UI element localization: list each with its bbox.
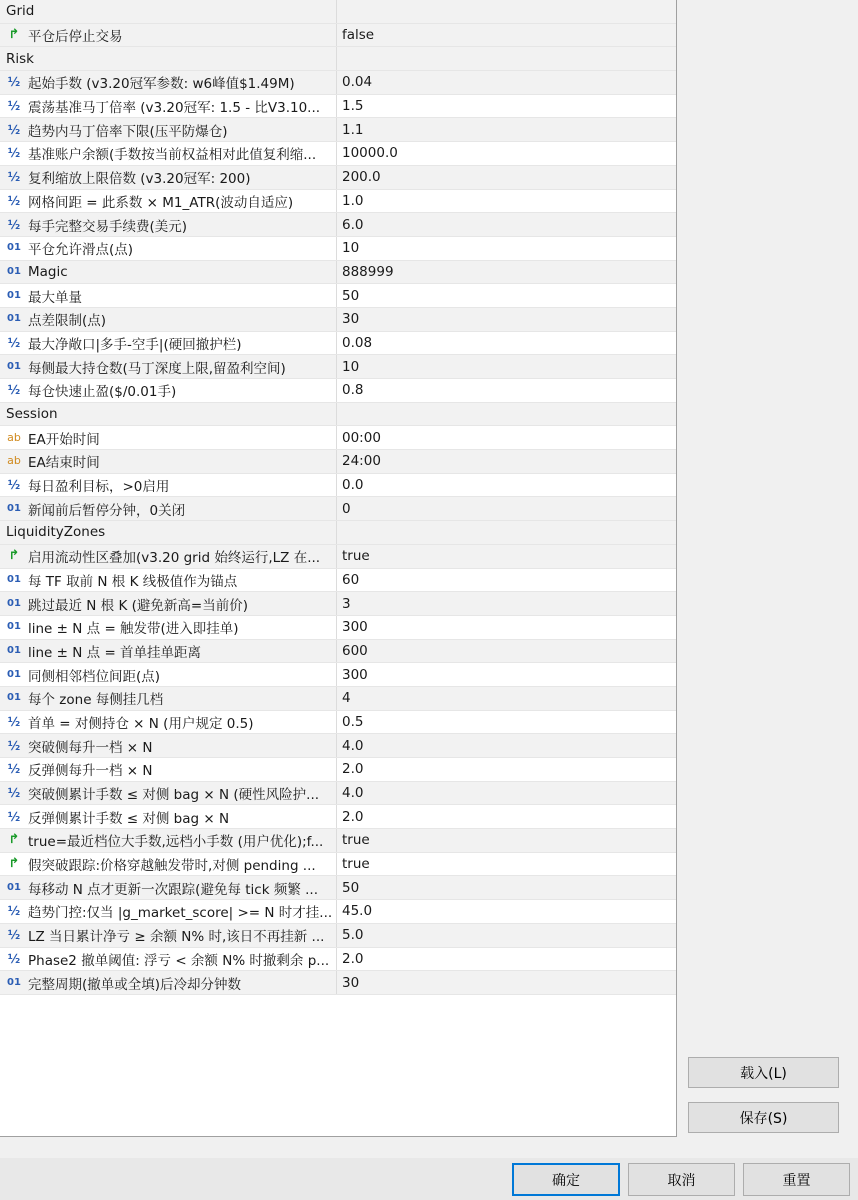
parameter-name: 复利缩放上限倍数 (v3.20冠军: 200) xyxy=(28,171,251,188)
parameter-row[interactable] xyxy=(0,450,676,474)
parameter-row[interactable] xyxy=(0,805,676,829)
parameter-name: 网格间距 = 此系数 × M1_ATR(波动自适应) xyxy=(28,194,294,211)
parameter-value[interactable]: true xyxy=(342,548,370,565)
string-icon: ab xyxy=(7,430,21,444)
parameter-name-cell xyxy=(0,616,337,639)
double-icon: ½ xyxy=(7,75,21,90)
parameter-value[interactable]: 1.1 xyxy=(342,121,364,138)
parameter-name-cell xyxy=(0,95,337,118)
parameter-name-cell xyxy=(0,805,337,828)
parameter-name: LZ 当日累计净亏 ≥ 余额 N% 时,该日不再挂新 ... xyxy=(28,929,325,946)
parameter-name-cell xyxy=(0,379,337,402)
parameter-name: Magic xyxy=(28,263,68,280)
section-header xyxy=(0,0,676,24)
parameter-value[interactable]: 10 xyxy=(342,240,360,257)
parameter-row[interactable] xyxy=(0,569,676,593)
parameter-name-cell xyxy=(0,711,337,734)
parameter-name: 每手完整交易手续费(美元) xyxy=(28,218,188,235)
parameter-value[interactable]: 3 xyxy=(342,595,351,612)
bool-icon: ↱ xyxy=(8,27,20,43)
load-button[interactable]: 载入(L) xyxy=(688,1057,839,1088)
parameter-name: 点差限制(点) xyxy=(28,313,107,330)
parameter-row[interactable] xyxy=(0,640,676,664)
parameter-name-cell xyxy=(0,829,337,852)
parameter-name: 最大单量 xyxy=(28,289,82,306)
parameter-value[interactable]: 2.0 xyxy=(342,808,364,825)
integer-icon: 01 xyxy=(7,668,21,680)
parameter-row[interactable] xyxy=(0,900,676,924)
double-icon: ½ xyxy=(7,193,21,208)
parameter-value[interactable]: true xyxy=(342,856,370,873)
integer-icon: 01 xyxy=(7,502,21,514)
double-icon: ½ xyxy=(7,762,21,777)
string-icon: ab xyxy=(7,454,21,468)
double-icon: ½ xyxy=(7,904,21,919)
parameter-name: Phase2 撤单阈值: 浮亏 < 余额 N% 时撤剩余 p... xyxy=(28,952,330,969)
parameter-value xyxy=(337,0,676,23)
parameter-row[interactable] xyxy=(0,782,676,806)
parameter-row[interactable] xyxy=(0,592,676,616)
integer-icon: 01 xyxy=(7,573,21,585)
parameter-value[interactable]: 5.0 xyxy=(342,927,364,944)
parameter-name-cell xyxy=(0,663,337,686)
parameter-name: 突破侧每升一档 × N xyxy=(28,739,153,756)
parameter-value[interactable]: 24:00 xyxy=(342,453,381,470)
parameter-value[interactable]: 888999 xyxy=(342,263,394,280)
section-title: LiquidityZones xyxy=(6,524,106,541)
parameter-name-cell xyxy=(0,0,337,23)
parameter-name-cell xyxy=(0,734,337,757)
double-icon: ½ xyxy=(7,122,21,137)
parameter-row[interactable] xyxy=(0,379,676,403)
reset-button[interactable]: 重置 xyxy=(743,1163,850,1196)
parameter-name-cell xyxy=(0,971,337,994)
parameter-name: EA开始时间 xyxy=(28,431,100,448)
double-icon: ½ xyxy=(7,809,21,824)
bool-icon: ↱ xyxy=(8,832,20,848)
parameter-name: 每日盈利目标，>0启用 xyxy=(28,479,170,496)
parameter-value[interactable]: 4 xyxy=(342,690,351,707)
parameter-name-cell xyxy=(0,118,337,141)
parameter-name-cell xyxy=(0,924,337,947)
parameter-row[interactable] xyxy=(0,876,676,900)
double-icon: ½ xyxy=(7,738,21,753)
parameter-name-cell xyxy=(0,237,337,260)
parameter-row[interactable] xyxy=(0,758,676,782)
parameter-name-cell xyxy=(0,687,337,710)
parameter-name: 平仓允许滑点(点) xyxy=(28,242,134,259)
parameter-value[interactable]: 50 xyxy=(342,287,360,304)
parameter-value[interactable]: 60 xyxy=(342,571,360,588)
save-button[interactable]: 保存(S) xyxy=(688,1102,839,1133)
ok-button[interactable]: 确定 xyxy=(512,1163,620,1196)
parameter-name-cell xyxy=(0,332,337,355)
parameter-name: 反弹侧累计手数 ≤ 对侧 bag × N xyxy=(28,810,230,827)
parameter-name-cell xyxy=(0,592,337,615)
parameter-row[interactable] xyxy=(0,261,676,285)
parameter-row[interactable] xyxy=(0,924,676,948)
parameter-value xyxy=(337,521,676,544)
parameter-row[interactable] xyxy=(0,545,676,569)
double-icon: ½ xyxy=(7,951,21,966)
parameter-row[interactable] xyxy=(0,166,676,190)
double-icon: ½ xyxy=(7,714,21,729)
integer-icon: 01 xyxy=(7,976,21,988)
parameter-name: EA结束时间 xyxy=(28,455,100,472)
parameter-value[interactable]: 4.0 xyxy=(342,785,364,802)
parameter-row[interactable] xyxy=(0,829,676,853)
double-icon: ½ xyxy=(7,99,21,114)
parameter-name: 最大净敞口|多手-空手|(硬回撤护栏) xyxy=(28,336,242,353)
parameter-value[interactable]: 30 xyxy=(342,974,360,991)
section-header xyxy=(0,403,676,427)
parameter-value[interactable]: 0.04 xyxy=(342,74,373,91)
integer-icon: 01 xyxy=(7,242,21,254)
parameter-value[interactable]: 00:00 xyxy=(342,429,381,446)
parameter-name: 每个 zone 每侧挂几档 xyxy=(28,692,164,709)
parameter-value[interactable]: 0.5 xyxy=(342,713,364,730)
parameter-name-cell xyxy=(0,355,337,378)
parameter-name-cell xyxy=(0,166,337,189)
double-icon: ½ xyxy=(7,217,21,232)
parameter-value[interactable]: 1.0 xyxy=(342,192,364,209)
parameter-name-cell xyxy=(0,284,337,307)
parameter-name-cell xyxy=(0,142,337,165)
parameter-name-cell xyxy=(0,190,337,213)
integer-icon: 01 xyxy=(7,621,21,633)
parameter-name: 每仓快速止盈($/0.01手) xyxy=(28,384,177,401)
parameter-row[interactable] xyxy=(0,142,676,166)
parameter-name-cell xyxy=(0,213,337,236)
parameter-row[interactable] xyxy=(0,474,676,498)
parameter-row[interactable] xyxy=(0,687,676,711)
section-header xyxy=(0,521,676,545)
parameter-row[interactable] xyxy=(0,853,676,877)
parameter-value[interactable]: 4.0 xyxy=(342,737,364,754)
parameter-value[interactable]: 300 xyxy=(342,619,368,636)
parameter-row[interactable] xyxy=(0,734,676,758)
parameter-row[interactable] xyxy=(0,497,676,521)
section-title: Grid xyxy=(6,3,35,20)
section-title: Session xyxy=(6,406,58,423)
parameter-value[interactable]: 6.0 xyxy=(342,216,364,233)
integer-icon: 01 xyxy=(7,313,21,325)
parameter-name-cell xyxy=(0,261,337,284)
parameter-value[interactable]: false xyxy=(342,27,375,44)
integer-icon: 01 xyxy=(7,644,21,656)
double-icon: ½ xyxy=(7,928,21,943)
parameter-row[interactable] xyxy=(0,971,676,995)
integer-icon: 01 xyxy=(7,360,21,372)
parameter-name: 同侧相邻档位间距(点) xyxy=(28,668,161,685)
parameter-value[interactable]: 50 xyxy=(342,879,360,896)
parameter-name-cell xyxy=(0,948,337,971)
parameter-name: 趋势门控:仅当 |g_market_score| >= N 时才挂... xyxy=(28,905,333,922)
parameter-name: 反弹侧每升一档 × N xyxy=(28,763,153,780)
parameter-name-cell xyxy=(0,403,337,426)
parameter-name: 启用流动性区叠加(v3.20 grid 始终运行,LZ 在... xyxy=(28,550,321,567)
parameter-name: 首单 = 对侧持仓 × N (用户规定 0.5) xyxy=(28,715,254,732)
parameter-name: 完整周期(撤单或全填)后冷却分钟数 xyxy=(28,976,242,993)
integer-icon: 01 xyxy=(7,881,21,893)
double-icon: ½ xyxy=(7,786,21,801)
parameter-name-cell xyxy=(0,569,337,592)
parameter-row[interactable] xyxy=(0,355,676,379)
integer-icon: 01 xyxy=(7,289,21,301)
parameter-row[interactable] xyxy=(0,237,676,261)
parameter-name: 基准账户余额(手数按当前权益相对此值复利缩... xyxy=(28,147,317,164)
integer-icon: 01 xyxy=(7,597,21,609)
parameter-value[interactable]: 30 xyxy=(342,311,360,328)
double-icon: ½ xyxy=(7,335,21,350)
parameter-row[interactable] xyxy=(0,95,676,119)
parameter-name: 每 TF 取前 N 根 K 线极值作为锚点 xyxy=(28,573,238,590)
parameter-name-cell xyxy=(0,782,337,805)
parameter-value[interactable]: 10 xyxy=(342,358,360,375)
bool-icon: ↱ xyxy=(8,856,20,872)
parameter-name: 每侧最大持仓数(马丁深度上限,留盈利空间) xyxy=(28,360,286,377)
parameter-name-cell xyxy=(0,71,337,94)
double-icon: ½ xyxy=(7,478,21,493)
parameter-name-cell xyxy=(0,853,337,876)
integer-icon: 01 xyxy=(7,692,21,704)
parameter-row[interactable] xyxy=(0,663,676,687)
parameter-row[interactable] xyxy=(0,284,676,308)
parameter-value[interactable]: true xyxy=(342,832,370,849)
parameter-name: line ± N 点 = 触发带(进入即挂单) xyxy=(28,621,239,638)
parameter-value[interactable]: 0.8 xyxy=(342,382,364,399)
section-header xyxy=(0,47,676,71)
parameter-value xyxy=(337,47,676,70)
parameter-value[interactable]: 45.0 xyxy=(342,903,373,920)
cancel-button[interactable]: 取消 xyxy=(628,1163,735,1196)
parameter-name-cell xyxy=(0,426,337,449)
parameter-name-cell xyxy=(0,876,337,899)
parameter-name: 平仓后停止交易 xyxy=(28,29,123,46)
parameter-name-cell xyxy=(0,474,337,497)
parameter-name-cell xyxy=(0,545,337,568)
parameter-name-cell xyxy=(0,450,337,473)
parameter-name-cell xyxy=(0,521,337,544)
parameter-value[interactable]: 2.0 xyxy=(342,950,364,967)
parameter-row[interactable] xyxy=(0,71,676,95)
double-icon: ½ xyxy=(7,383,21,398)
integer-icon: 01 xyxy=(7,265,21,277)
parameter-name: 起始手数 (v3.20冠军参数: w6峰值$1.49M) xyxy=(28,76,295,93)
parameter-value[interactable]: 1.5 xyxy=(342,98,364,115)
section-title: Risk xyxy=(6,50,34,67)
parameter-row[interactable] xyxy=(0,308,676,332)
parameter-value[interactable]: 600 xyxy=(342,642,368,659)
parameter-value[interactable]: 0 xyxy=(342,500,351,517)
parameter-row[interactable] xyxy=(0,426,676,450)
parameter-value[interactable]: 10000.0 xyxy=(342,145,398,162)
parameter-name-cell xyxy=(0,24,337,47)
parameter-row[interactable] xyxy=(0,190,676,214)
parameter-row[interactable] xyxy=(0,213,676,237)
bool-icon: ↱ xyxy=(8,548,20,564)
parameter-name-cell xyxy=(0,900,337,923)
parameter-value[interactable]: 300 xyxy=(342,666,368,683)
parameter-name: 趋势内马丁倍率下限(压平防爆仓) xyxy=(28,123,228,140)
parameter-value xyxy=(337,403,676,426)
double-icon: ½ xyxy=(7,170,21,185)
parameter-row[interactable] xyxy=(0,332,676,356)
parameter-row[interactable] xyxy=(0,24,676,48)
parameter-name-cell xyxy=(0,497,337,520)
parameter-name-cell xyxy=(0,308,337,331)
parameter-name-cell xyxy=(0,47,337,70)
parameter-name-cell xyxy=(0,758,337,781)
parameter-name: 震荡基准马丁倍率 (v3.20冠军: 1.5 - 比V3.10... xyxy=(28,100,321,117)
parameter-name-cell xyxy=(0,640,337,663)
parameter-row[interactable] xyxy=(0,948,676,972)
parameter-row[interactable] xyxy=(0,118,676,142)
parameter-name: 每移动 N 点才更新一次跟踪(避免每 tick 频繁 ... xyxy=(28,881,318,898)
parameter-value[interactable]: 200.0 xyxy=(342,169,381,186)
parameter-value[interactable]: 2.0 xyxy=(342,761,364,778)
parameter-name: true=最近档位大手数,远档小手数 (用户优化);f... xyxy=(28,834,324,851)
parameter-value[interactable]: 0.08 xyxy=(342,334,373,351)
parameter-row[interactable] xyxy=(0,616,676,640)
parameter-name: 突破侧累计手数 ≤ 对侧 bag × N (硬性风险护... xyxy=(28,787,320,804)
parameter-row[interactable] xyxy=(0,711,676,735)
parameter-value[interactable]: 0.0 xyxy=(342,477,364,494)
double-icon: ½ xyxy=(7,146,21,161)
parameter-name: line ± N 点 = 首单挂单距离 xyxy=(28,644,202,661)
parameter-name: 跳过最近 N 根 K (避免新高=当前价) xyxy=(28,597,248,614)
parameter-name: 假突破跟踪:价格穿越触发带时,对侧 pending ... xyxy=(28,858,316,875)
parameter-name: 新闻前后暂停分钟，0关闭 xyxy=(28,502,186,519)
